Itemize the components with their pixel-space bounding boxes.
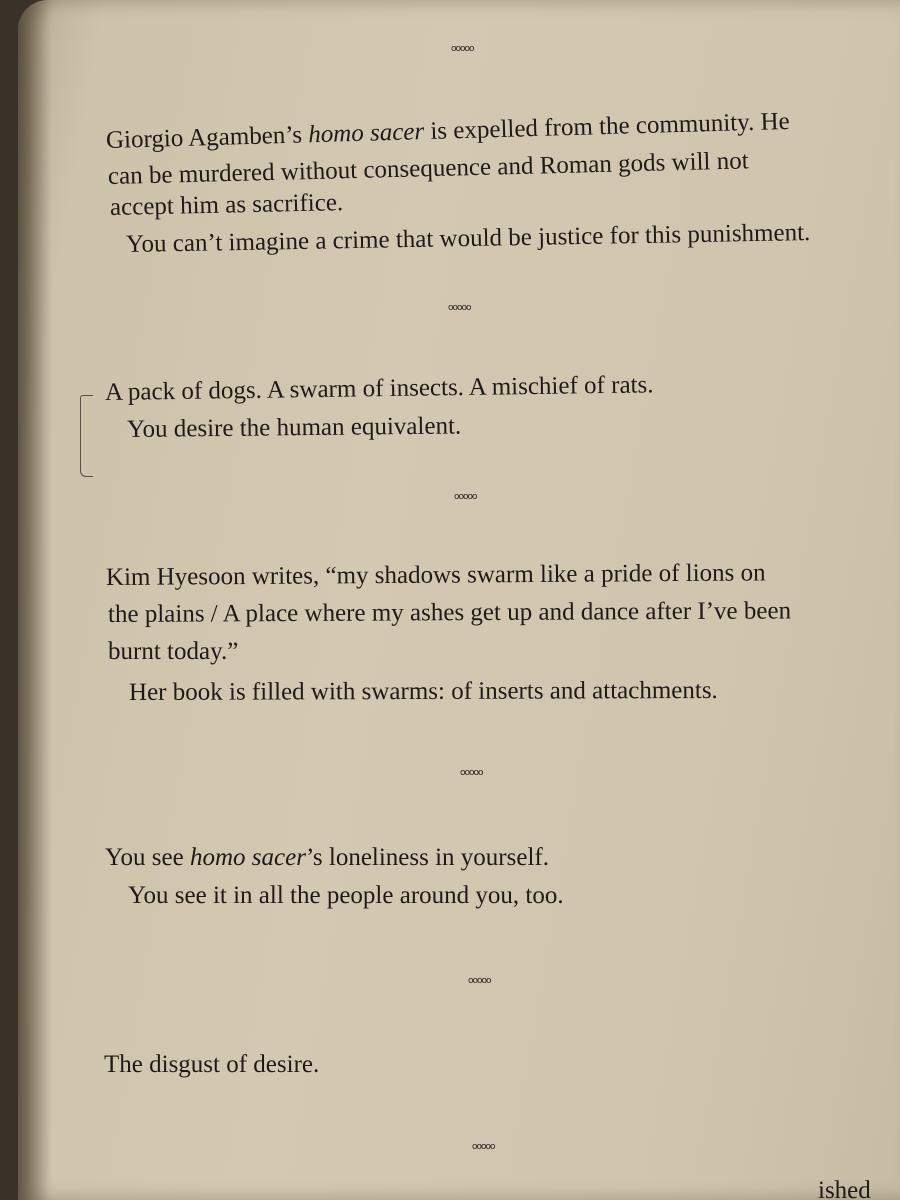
section-ornament: ooooo xyxy=(460,768,483,778)
book-page xyxy=(18,0,900,1200)
section-ornament: ooooo xyxy=(468,976,491,986)
cropped-text-fragment: ished xyxy=(818,1177,871,1200)
italic-phrase: homo sacer xyxy=(189,844,306,871)
text-line: The disgust of desire. xyxy=(104,1051,320,1078)
text-line: You see it in all the people around you, too. xyxy=(128,882,564,909)
section-ornament: ooooo xyxy=(451,44,474,54)
text-line: accept him as sacrifice. xyxy=(109,189,344,221)
italic-phrase: homo sacer xyxy=(307,118,425,149)
text-line: Her book is filled with swarms: of inserts and attachments. xyxy=(128,676,718,706)
text-line: the plains / A place where my ashes get up and dance after I’ve been xyxy=(107,597,792,628)
text-line: You can’t imagine a crime that would be justice for this punishment. xyxy=(125,219,811,258)
text-line: A pack of dogs. A swarm of insects. A mischief of rats. xyxy=(104,371,654,406)
text-line: can be murdered without consequence and Roman gods will not xyxy=(107,147,749,190)
text-line: burnt today.” xyxy=(108,638,239,665)
spine-shadow xyxy=(18,0,52,1200)
section-ornament: ooooo xyxy=(454,492,477,502)
text-line: Kim Hyesoon writes, “my shadows swarm like a pride of lions on xyxy=(105,559,766,591)
section-ornament: ooooo xyxy=(472,1142,495,1152)
text-line: Giorgio Agamben’s homo sacer is expelled from the community. He xyxy=(105,107,791,154)
text-line: You desire the human equivalent. xyxy=(126,412,462,443)
text-line: You see homo sacer’s loneliness in yourself. xyxy=(105,844,549,871)
section-ornament: ooooo xyxy=(448,303,471,313)
margin-bracket xyxy=(80,395,93,477)
